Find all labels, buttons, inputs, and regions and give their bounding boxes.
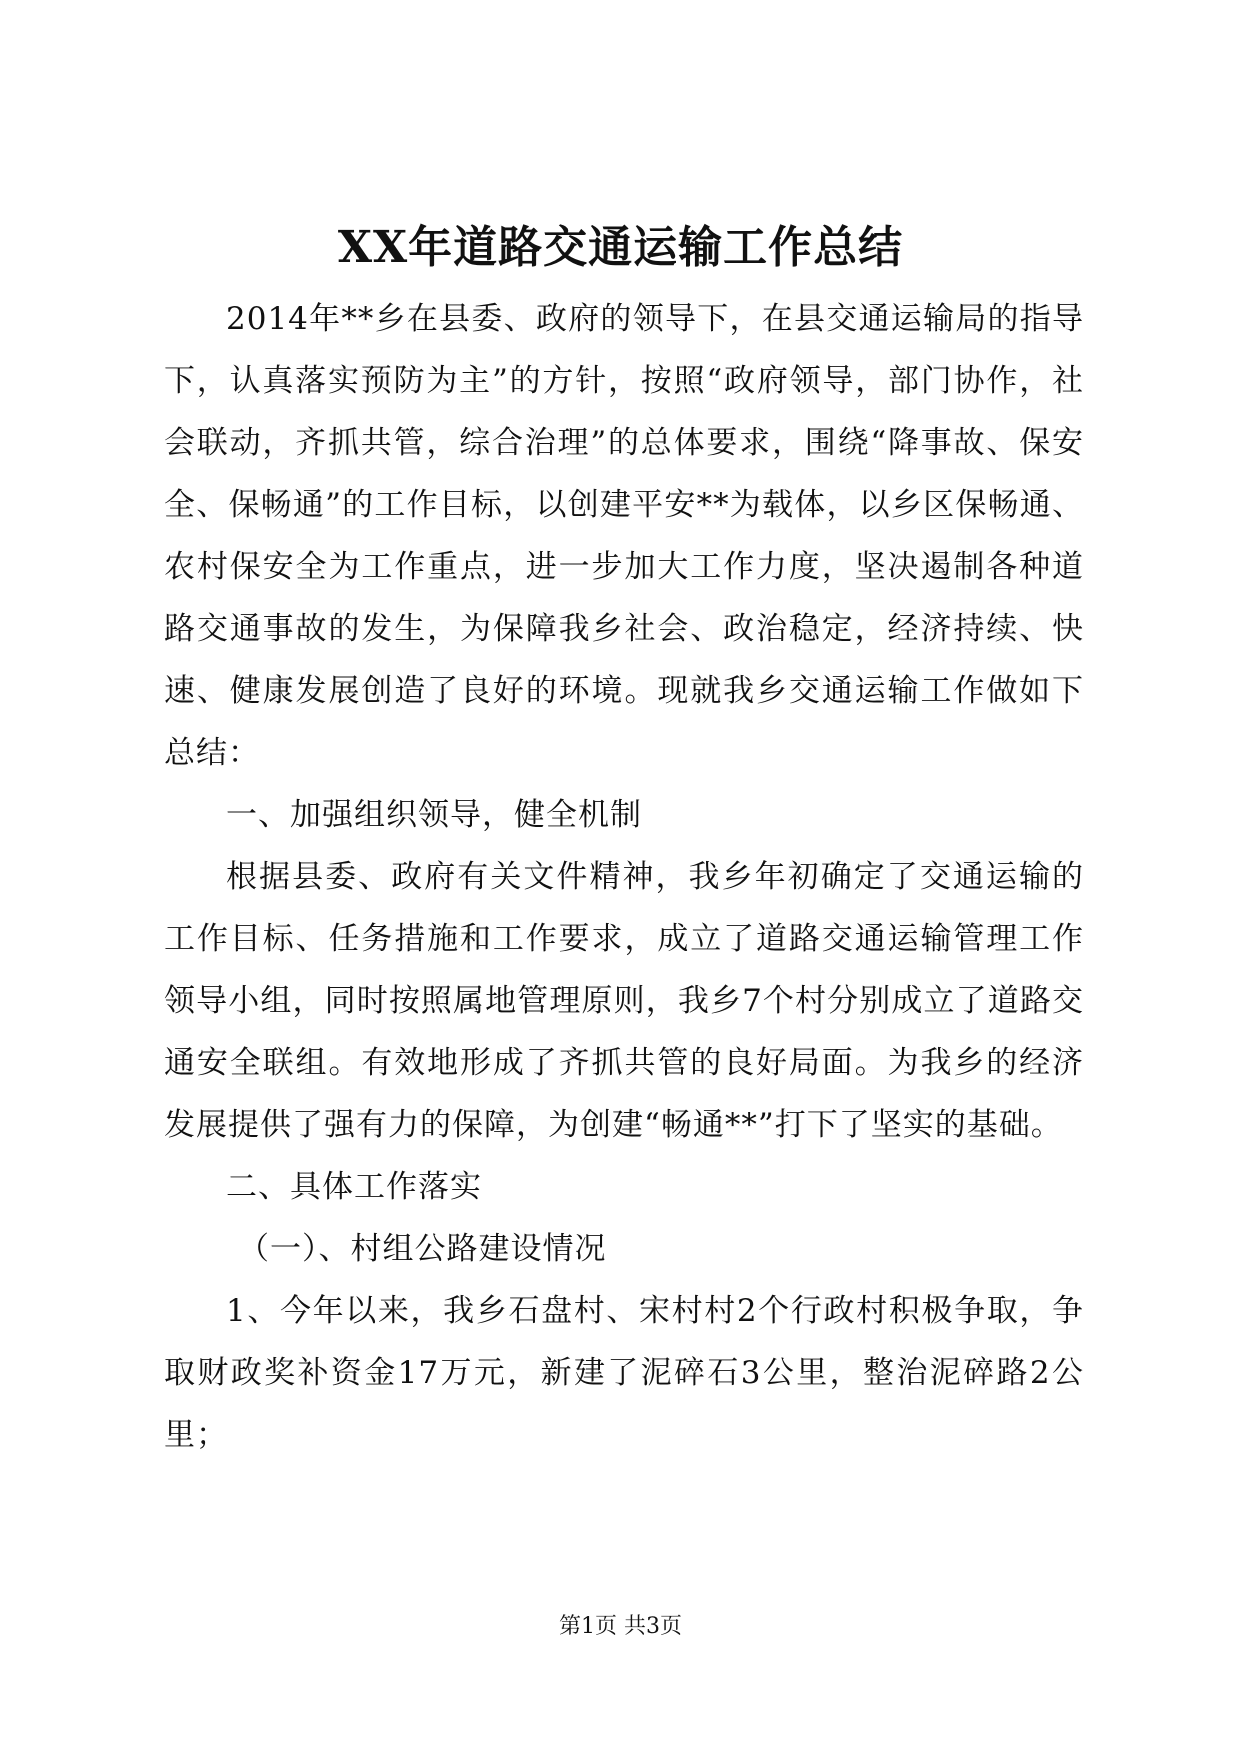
section-1-paragraph: 根据县委、政府有关文件精神，我乡年初确定了交通运输的工作目标、任务措施和工作要求，成立了道路交通运输管理工作领导小组，同时按照属地管理原则，我乡7个村分别成立了道路交通安全联组。有效地形成了齐抓共管的良好局面。为我乡的经济发展提供了强有力的保障，为创建“畅通**”打下了坚实的基础。 bbox=[164, 859, 1084, 1143]
subsection-heading-1: （一）、村组公路建设情况 bbox=[238, 1231, 607, 1267]
document-body bbox=[164, 288, 1084, 1466]
item-1-paragraph: 1、今年以来，我乡石盘村、宋村村2个行政村积极争取，争取财政奖补资金17万元，新建了泥碎石3公里，整治泥碎路2公里； bbox=[164, 1293, 1084, 1453]
intro-paragraph: 2014年**乡在县委、政府的领导下，在县交通运输局的指导下，认真落实预防为主”的方针，按照“政府领导，部门协作，社会联动，齐抓共管，综合治理”的总体要求，围绕“降事故、保安全、保畅通”的工作目标，以创建平安**为载体，以乡区保畅通、农村保安全为工作重点，进一步加大工作力度，坚决遏制各种道路交通事故的发生，为保障我乡社会、政治稳定，经济持续、快速、健康发展创造了良好的环境。现就我乡交通运输工作做如下总结： bbox=[164, 301, 1084, 771]
section-heading-2: 二、具体工作落实 bbox=[226, 1169, 482, 1205]
section-heading-1: 一、加强组织领导，健全机制 bbox=[226, 797, 642, 833]
page-footer: 第1页 共3页 bbox=[559, 1614, 682, 1639]
document-title: XX年道路交通运输工作总结 bbox=[337, 222, 904, 273]
